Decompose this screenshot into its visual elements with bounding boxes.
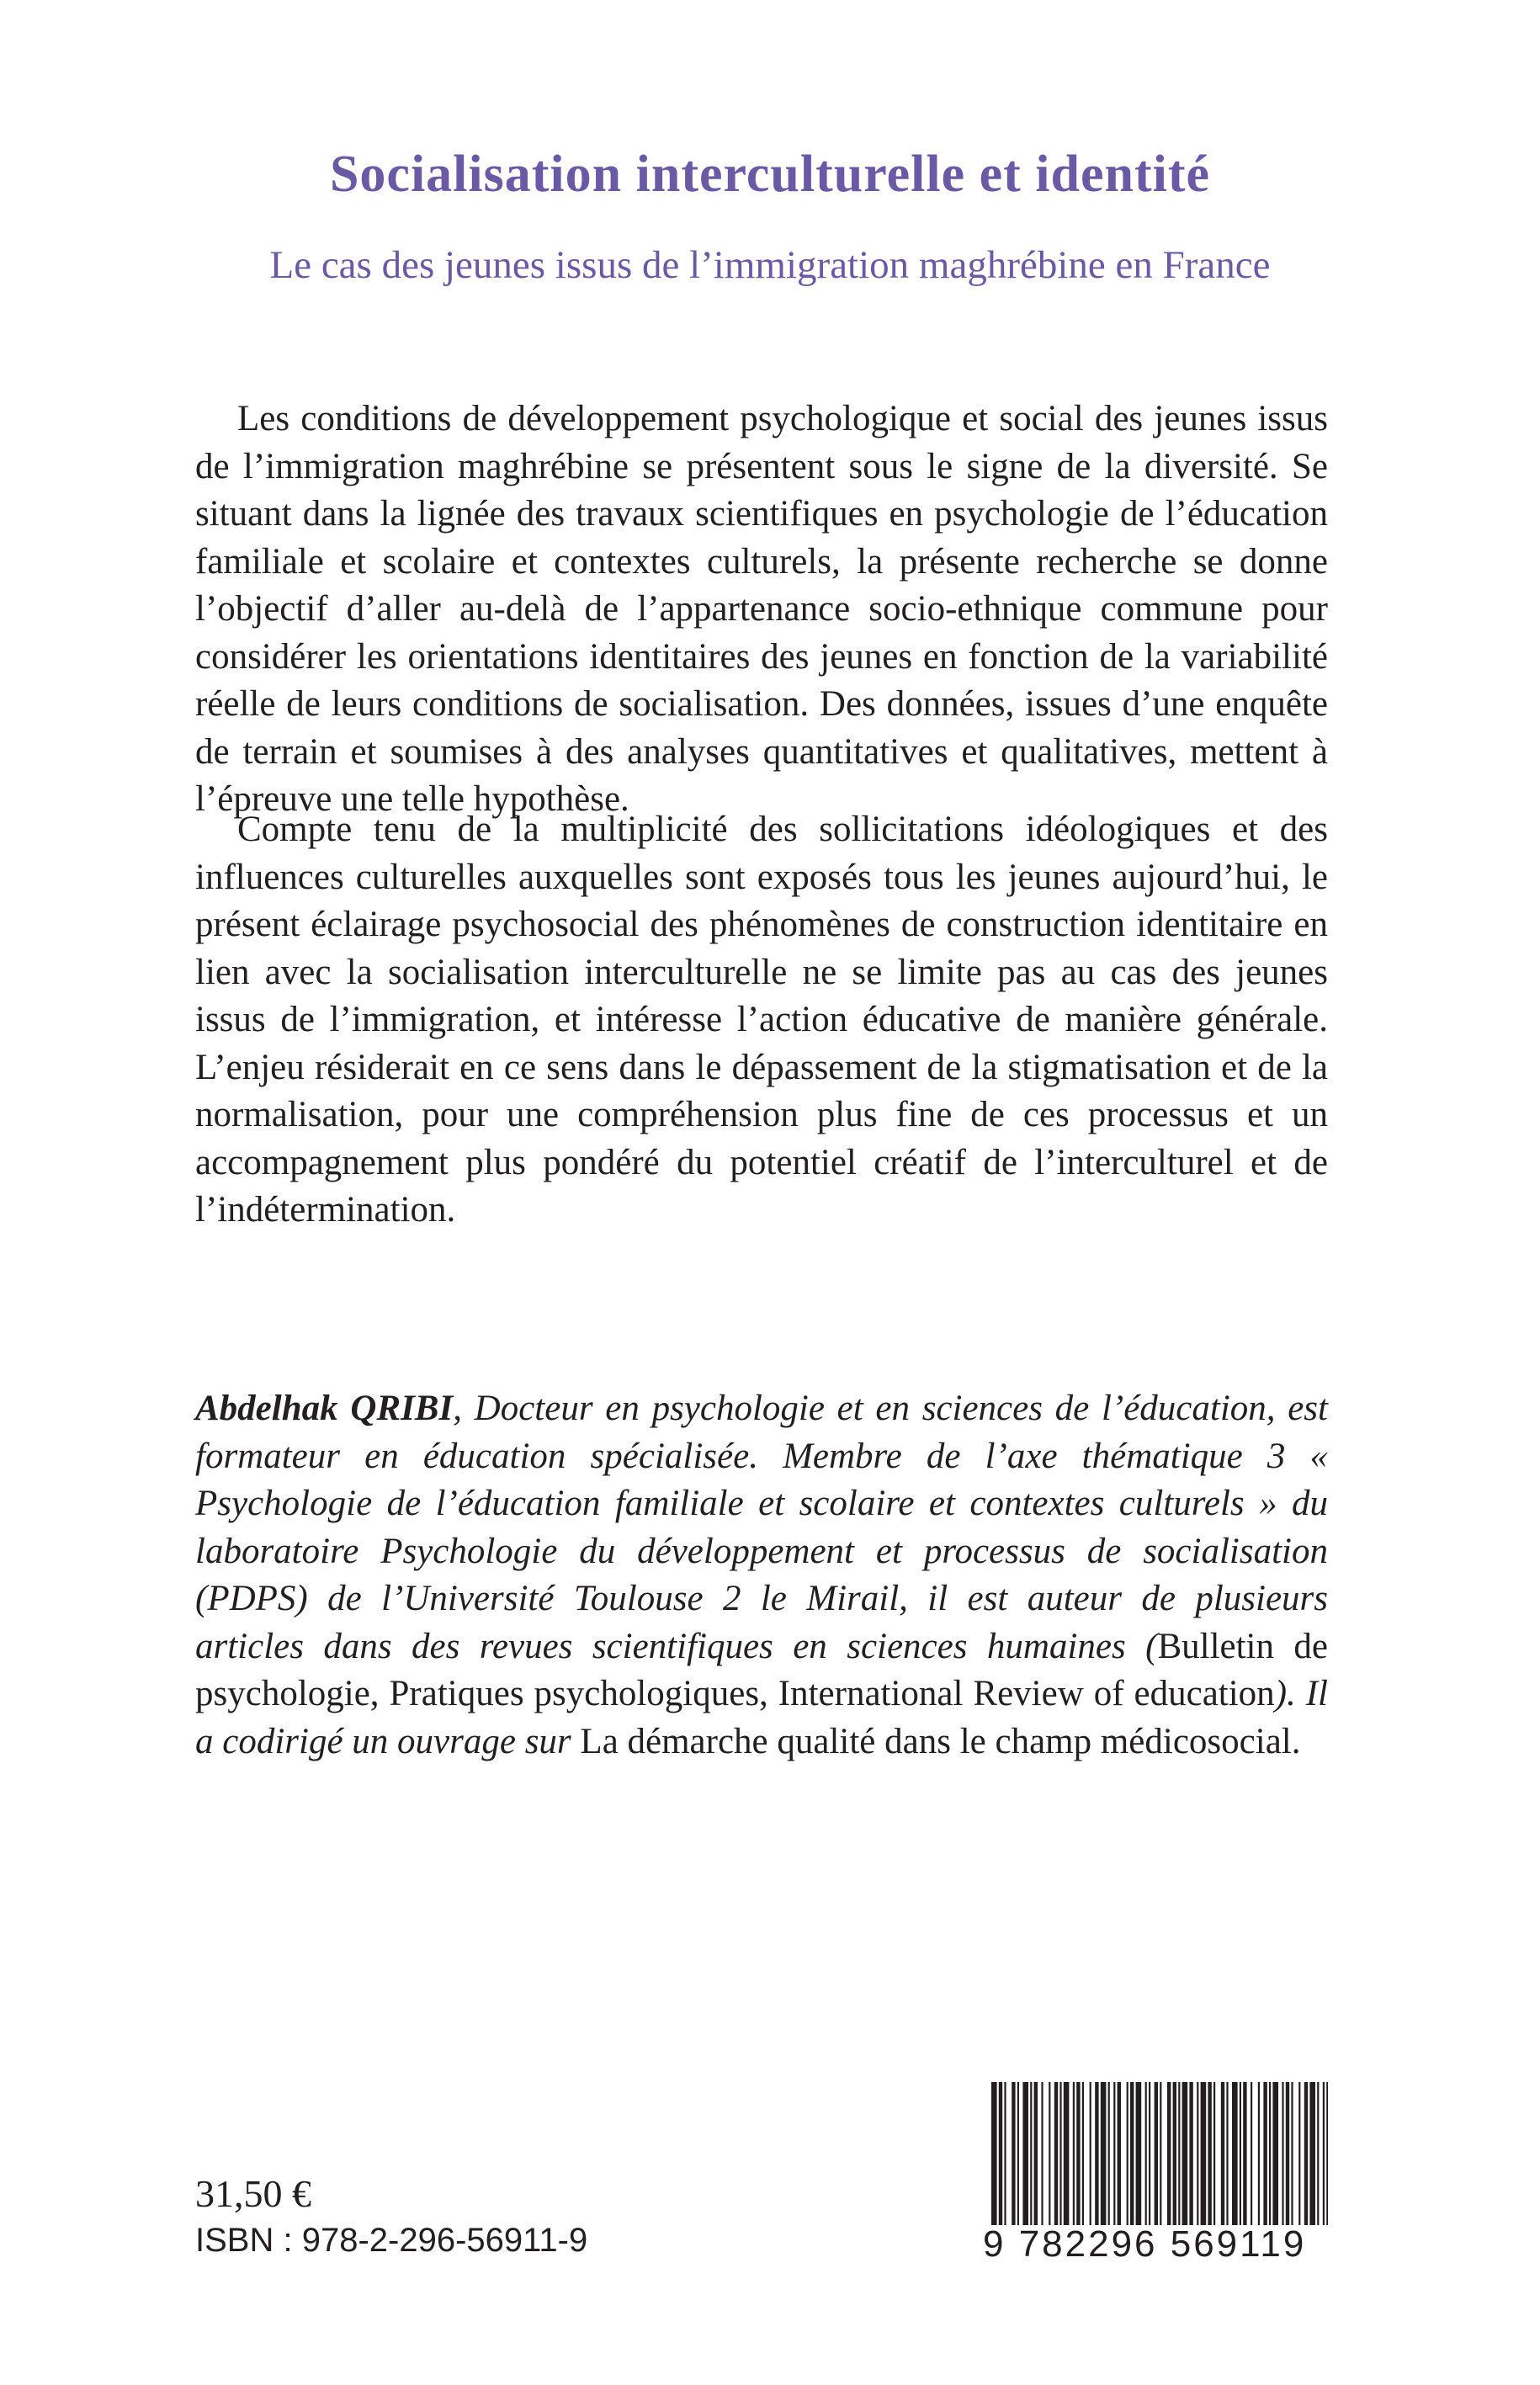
author-book-title: La démarche qualité dans le champ médicosocial [580, 1721, 1292, 1761]
price: 31,50 € [195, 2172, 311, 2215]
author-bio-text: , Docteur en psychologie et en sciences de l’éducation, est formateur en éducation spécialisée. Membre de l’axe thématique 3 « Psychologie de l’éducation familiale et scolaire et contextes culturels » du laboratoire Psychologie du développement et processus de socialisation (PDPS) de l’Université Toulouse 2 le Mirail, il est auteur de plusieurs articles dans des revues scientifiques en sciences humaines ( [195, 1389, 1328, 1666]
isbn: ISBN : 978-2-296-56911-9 [195, 2222, 588, 2259]
book-title: Socialisation interculturelle et identité [329, 146, 1211, 203]
author-name: Abdelhak QRIBI [195, 1389, 454, 1428]
author-bio-text-2: ). Il a codirigé un ouvrage sur [195, 1674, 1328, 1761]
book-subtitle: Le cas des jeunes issus de l’immigration maghrébine en France [269, 243, 1271, 287]
summary-paragraph-1: Les conditions de développement psychologique et social des jeunes issus de l’immigration maghrébine se présentent sous le signe de la diversité. Se situant dans la lignée des travaux scientifiques en psychologie de l’éducation familiale et scolaire et contextes culturels, la présente recherche se donne l’objectif d’aller au-delà de l’appartenance socio-ethnique commune pour considérer les orientations identitaires des jeunes en fonction de la variabilité réelle de leurs conditions de socialisation. Des données, issues d’une enquête de terrain et soumises à des analyses quantitatives et qualitatives, mettent à l’épreuve une telle hypothèse. [195, 399, 1328, 819]
author-bio-end: . [1291, 1721, 1301, 1761]
barcode-icon [991, 2082, 1328, 2225]
author-bio [195, 1385, 1328, 1766]
barcode-digits: 9 782296 569119 [983, 2223, 1307, 2265]
summary-paragraph-2: Compte tenu de la multiplicité des sollicitations idéologiques et des influences culturelles auxquelles sont exposés tous les jeunes aujourd’hui, le présent éclairage psychosocial des phénomènes de construction identitaire en lien avec la socialisation interculturelle ne se limite pas au cas des jeunes issus de l’immigration, et intéresse l’action éducative de manière générale. L’enjeu résiderait en ce sens dans le dépassement de la stigmatisation et de la normalisation, pour une compréhension plus fine de ces processus et un accompagnement plus pondéré du potentiel créatif de l’interculturel et de l’indétermination. [195, 810, 1328, 1230]
author-journals: Bulletin de psychologie, Pratiques psychologiques, International Review of education [195, 1626, 1328, 1713]
